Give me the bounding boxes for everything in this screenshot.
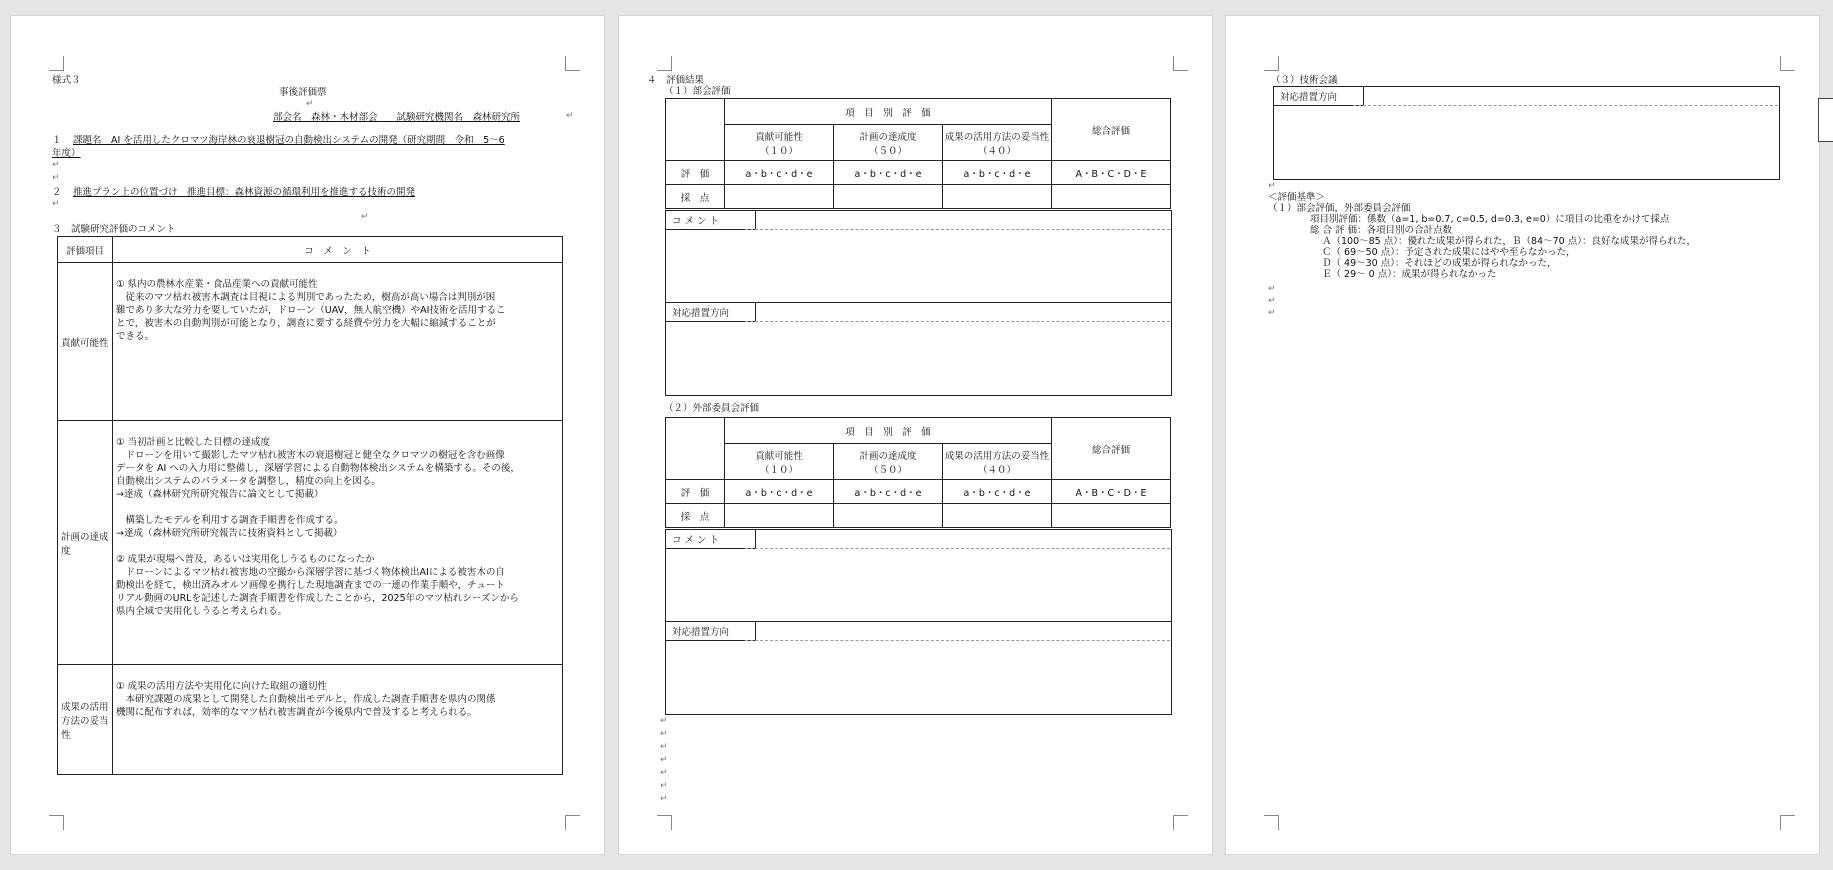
crop-mark <box>1780 56 1795 71</box>
section-heading: ４ 評価結果 <box>647 75 705 86</box>
return-mark <box>660 729 668 739</box>
dashed-rule <box>1353 105 1778 106</box>
return-mark <box>1268 181 1276 191</box>
document-page-1 <box>11 16 604 854</box>
row-label-kouken: 貢献可能性 <box>58 263 113 421</box>
return-mark <box>660 716 668 726</box>
comment-line: 県内全域で実用化しうると考えられる。 <box>116 606 288 617</box>
return-mark <box>660 781 668 791</box>
crop-mark <box>1264 56 1279 71</box>
crop-mark <box>1780 815 1795 830</box>
column-header-comment: コ メ ン ト <box>113 237 563 263</box>
subsection-gaibu: （２）外部委員会評価 <box>664 403 760 414</box>
comment-table <box>57 236 563 775</box>
comment-line: ドローンによるマツ枯れ被害地の空撮から深層学習に基づく物体検出AIによる被害木の自 <box>116 567 505 578</box>
form-number: 様式３ <box>52 75 81 86</box>
header-line: 部会名 森林・木材部会 試験研究機関名 森林研究所 <box>273 112 521 123</box>
taio-label: 対応措置方向 <box>665 302 756 322</box>
return-mark <box>660 755 668 765</box>
row-label-keikaku: 計画の達成度 <box>58 421 113 665</box>
column-header-item: 評価項目 <box>58 237 113 263</box>
return-mark <box>1268 308 1276 318</box>
row-hyoka: 評 価 <box>666 480 725 504</box>
item2-prefix: ２ <box>52 187 72 198</box>
crop-mark <box>657 815 672 830</box>
grade-keikaku: a・b・c・d・e <box>834 480 943 504</box>
crop-mark <box>49 56 64 71</box>
row-hyoka: 評 価 <box>666 161 725 185</box>
criteria-line: 総 合 評 価：各項目別の合計点数 <box>1310 225 1453 236</box>
document-page-2 <box>619 16 1212 854</box>
crop-mark <box>657 56 672 71</box>
criteria-line: 項目別評価：係数（a=1, b=0.7, c=0.5, d=0.3, e=0）に項目の比重をかけて採点 <box>1310 214 1670 225</box>
grade-kouken: a・b・c・d・e <box>725 161 834 185</box>
grade-sogo: A・B・C・D・E <box>1052 161 1171 185</box>
grade-kouken: a・b・c・d・e <box>725 480 834 504</box>
comment-kouken <box>113 263 563 421</box>
comment-line: ① 県内の農林水産業・食品産業への貢献可能性 <box>116 279 318 290</box>
item2-position: 推進プラン上の位置づけ 推進目標：森林資源の循環利用を推進する技術の開発 <box>73 187 416 198</box>
row-saiten: 採 点 <box>666 504 725 528</box>
seika-header: 成果の活用方法の妥当性 （４０） <box>943 125 1052 161</box>
return-mark <box>361 212 369 222</box>
return-mark <box>52 173 60 183</box>
comment-line: 本研究課題の成果として開発した自動検出モデルと，作成した調査手順書を県内の関係 <box>116 694 496 705</box>
comment-line: 難であり多大な労力を要していたが，ドローン（UAV，無人航空機）やAI技術を活用するこ <box>116 305 506 316</box>
row-saiten: 採 点 <box>666 185 725 209</box>
taio-label: 対応措置方向 <box>1273 86 1364 106</box>
grade-sogo: A・B・C・D・E <box>1052 480 1171 504</box>
kouken-header: 貢献可能性 （１０） <box>725 444 834 480</box>
comment-line: とで，被害木の自動判別が可能となり，調査に要する経費や労力を大幅に縮減することが <box>116 318 496 329</box>
comment-line: ドローンを用いて撮影したマツ枯れ被害木の衰退樹冠と健全なクロマツの樹冠を含む画像 <box>116 450 505 461</box>
taio-label: 対応措置方向 <box>665 621 756 641</box>
return-mark <box>660 742 668 752</box>
return-mark <box>660 794 668 804</box>
crop-mark <box>565 56 580 71</box>
crop-mark <box>1173 815 1188 830</box>
page-title: 事後評価票 <box>279 87 327 98</box>
subsection-bukai: （１）部会評価 <box>664 86 731 97</box>
crop-mark <box>565 815 580 830</box>
criteria-line: Ｃ（ 69〜50 点）：予定された成果にはやや至らなかった， <box>1322 247 1576 258</box>
comment-line: 動検出を経て，検出済みオルソ画像を携行した現地調査までの一連の作業手順や，チュート <box>116 580 505 591</box>
return-mark <box>1268 296 1276 306</box>
item-eval-header: 項 目 別 評 価 <box>725 99 1052 125</box>
crop-mark <box>1173 56 1188 71</box>
criteria-line: Ａ（100〜85 点）：優れた成果が得られた，Ｂ（84〜70 点）：良好な成果が得られた， <box>1322 236 1696 247</box>
item1-subject: 課題名 AI を活用したクロマツ海岸林の衰退樹冠の自動検出システムの開発（研究期間 令和 5〜6 <box>73 135 505 146</box>
document-page-3 <box>1226 16 1819 854</box>
criteria-line: Ｄ（ 49〜30 点）：それほどの成果が得られなかった， <box>1322 258 1557 269</box>
return-mark <box>1268 284 1276 294</box>
comment-label: コ メ ン ト <box>665 210 756 230</box>
comment-label: コ メ ン ト <box>665 529 756 549</box>
return-mark <box>566 111 574 121</box>
seika-header: 成果の活用方法の妥当性 （４０） <box>943 444 1052 480</box>
sogo-header: 総合評価 <box>1052 418 1171 480</box>
row-label-seika: 成果の活用方法の妥当性 <box>58 665 113 775</box>
criteria-title: ＜評価基準＞ <box>1268 192 1326 203</box>
dashed-rule <box>745 321 1170 322</box>
comment-line: →達成（森林研究所研究報告に論文として掲載） <box>116 489 324 500</box>
sogo-header: 総合評価 <box>1052 99 1171 161</box>
comment-line: データを AI への入力用に整備し，深層学習による自動物体検出システムを構築する。その後， <box>116 463 520 474</box>
comment-line: 構築したモデルを利用する調査手順書を作成する。 <box>116 515 344 526</box>
comment-line: リアル動画のURLを記述した調査手順書を作成したことから，2025年のマツ枯れシーズンから <box>116 593 519 604</box>
grade-keikaku: a・b・c・d・e <box>834 161 943 185</box>
item1-prefix: １ <box>52 135 72 146</box>
comment-line: ② 成果が現場へ普及，あるいは実用化しうるものになったか <box>116 554 375 565</box>
return-mark <box>306 99 314 109</box>
side-panel-tab[interactable] <box>1818 98 1833 142</box>
crop-mark <box>49 815 64 830</box>
item1-period: 年度） <box>52 148 81 159</box>
keikaku-header: 計画の達成度 （５０） <box>834 444 943 480</box>
evaluation-table-bukai <box>665 98 1171 209</box>
criteria-heading: （１）部会評価，外部委員会評価 <box>1268 203 1411 214</box>
comment-line: ① 当初計画と比較した目標の達成度 <box>116 437 271 448</box>
criteria-line: Ｅ（ 29〜 0 点）：成果が得られなかった <box>1322 269 1497 280</box>
grade-seika: a・b・c・d・e <box>943 161 1052 185</box>
comment-line: 従来のマツ枯れ被害木調査は目視による判別であったため，樹高が高い場合は判別が困 <box>116 292 496 303</box>
subsection-gijutsu: （３）技術会議 <box>1271 75 1338 86</box>
crop-mark <box>1264 815 1279 830</box>
comment-line: 機関に配布すれば，効率的なマツ枯れ被害調査が今後県内で普及すると考えられる。 <box>116 707 477 718</box>
comment-keikaku <box>113 421 563 665</box>
comment-line: ① 成果の活用方法や実用化に向けた取組の適切性 <box>116 681 328 692</box>
return-mark <box>660 768 668 778</box>
grade-seika: a・b・c・d・e <box>943 480 1052 504</box>
comment-seika <box>113 665 563 775</box>
return-mark <box>52 160 60 170</box>
comment-line: できる。 <box>116 331 155 342</box>
dashed-rule <box>745 640 1170 641</box>
dashed-rule <box>745 229 1170 230</box>
comment-line: 自動検出システムのパラメータを調整し，精度の向上を図る。 <box>116 476 381 487</box>
evaluation-table-gaibu <box>665 417 1171 528</box>
keikaku-header: 計画の達成度 （５０） <box>834 125 943 161</box>
return-mark <box>52 199 60 209</box>
kouken-header: 貢献可能性 （１０） <box>725 125 834 161</box>
dashed-rule <box>745 548 1170 549</box>
item-eval-header: 項 目 別 評 価 <box>725 418 1052 444</box>
comment-line: →達成（森林研究所研究報告に技術資料として掲載） <box>116 528 343 539</box>
item3-heading: ３ 試験研究評価のコメント <box>52 224 176 235</box>
